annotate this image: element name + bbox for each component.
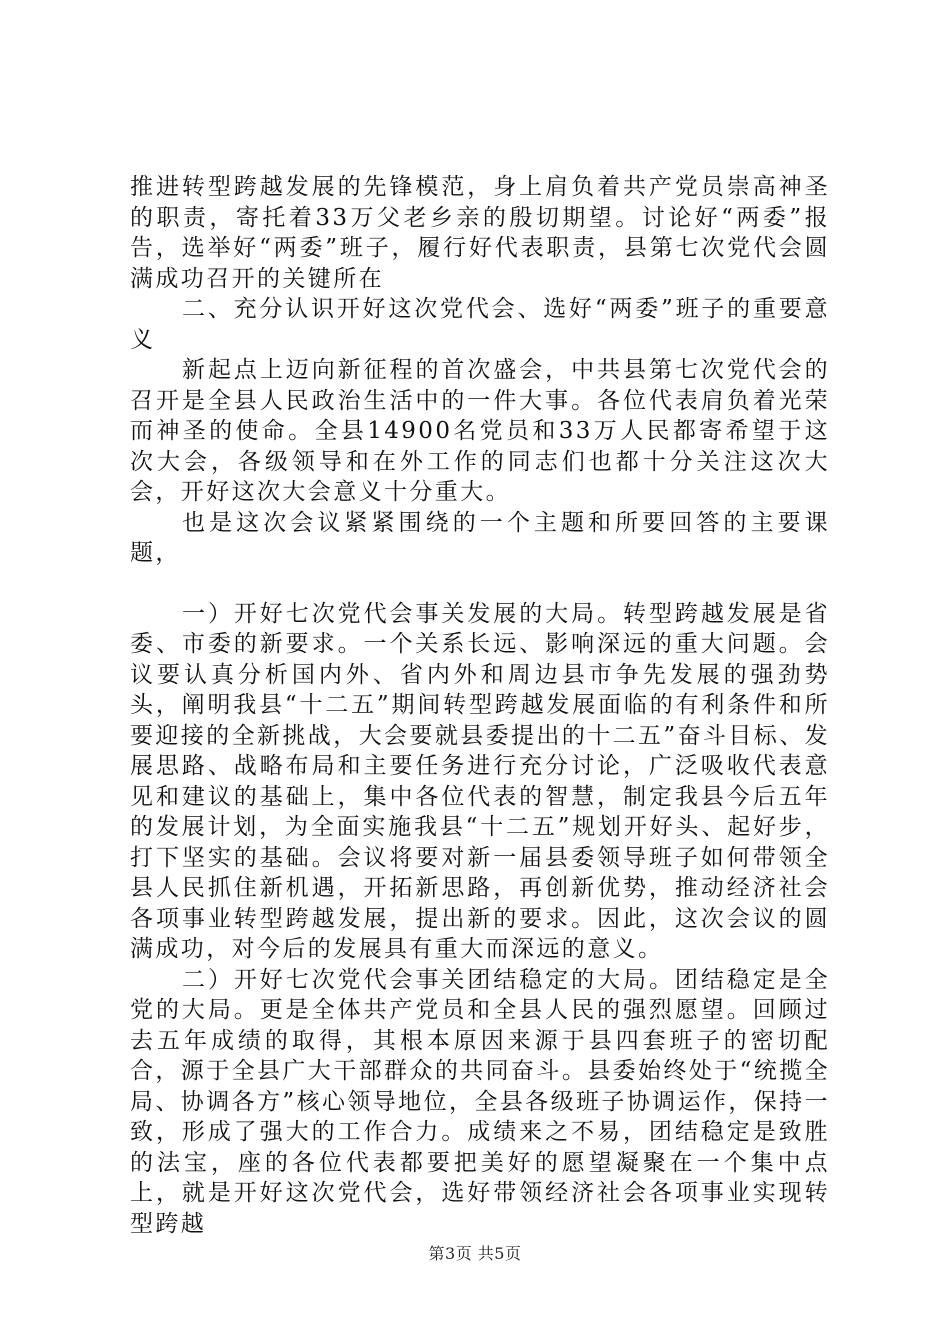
section-heading: 二、充分认识开好这次党代会、选好“两委”班子的重要意义 xyxy=(130,296,830,353)
paragraph-theme: 也是这次会议紧紧围绕的一个主题和所要回答的主要课题， xyxy=(130,509,830,566)
paragraph-point-two: 二）开好七次党代会事关团结稳定的大局。团结稳定是全党的大局。更是全体共产党员和全县人民的强烈愿望。回顾过去五年成绩的取得，其根本原因来源于县四套班子的密切配合，源于全县广大干部群众的共同奋斗。县委始终处于“统揽全局、协调各方”核心领导地位，全县各级班子协调运作，保持一致，形成了强大的工作合力。成绩来之不易，团结稳定是致胜的法宝，座的各位代表都要把美好的愿望凝聚在一个集中点上，就是开好这次党代会，选好带领经济社会各项事业实现转型跨越 xyxy=(130,966,830,1237)
paragraph-gap xyxy=(130,569,830,599)
paragraph-continuation: 推进转型跨越发展的先锋模范，身上肩负着共产党员崇高神圣的职责，寄托着33万父老乡亲的殷切期望。讨论好“两委”报告，选举好“两委”班子，履行好代表职责，县第七次党代会圆满成功召开的关键所在 xyxy=(130,174,830,292)
paragraph-point-one: 一）开好七次党代会事关发展的大局。转型跨越发展是省委、市委的新要求。一个关系长远、影响深远的重大问题。会议要认真分析国内外、省内外和周边县市争先发展的强劲势头，阐明我县“十二五”期间转型跨越发展面临的有利条件和所要迎接的全新挑战，大会要就县委提出的十二五”奋斗目标、发展思路、战略布局和主要任务进行充分讨论，广泛吸收代表意见和建议的基础上，集中各位代表的智慧，制定我县今后五年的发展计划，为全面实施我县“十二五”规划开好头、起好步，打下坚实的基础。会议将要对新一届县委领导班子如何带领全县人民抓住新机遇，开拓新思路，再创新优势，推动经济社会各项事业转型跨越发展，提出新的要求。因此，这次会议的圆满成功，对今后的发展具有重大而深远的意义。 xyxy=(130,600,830,962)
page-footer xyxy=(0,1241,950,1264)
document-body xyxy=(130,172,830,1239)
paragraph-significance: 新起点上迈向新征程的首次盛会，中共县第七次党代会的召开是全县人民政治生活中的一件大事。各位代表肩负着光荣而神圣的使命。全县14900名党员和33万人民都寄希望于这次大会，各级领导和在外工作的同志们也都十分关注这次大会，开好这次大会意义十分重大。 xyxy=(130,357,830,505)
page-number-label: 第3页 共5页 xyxy=(428,1244,522,1263)
